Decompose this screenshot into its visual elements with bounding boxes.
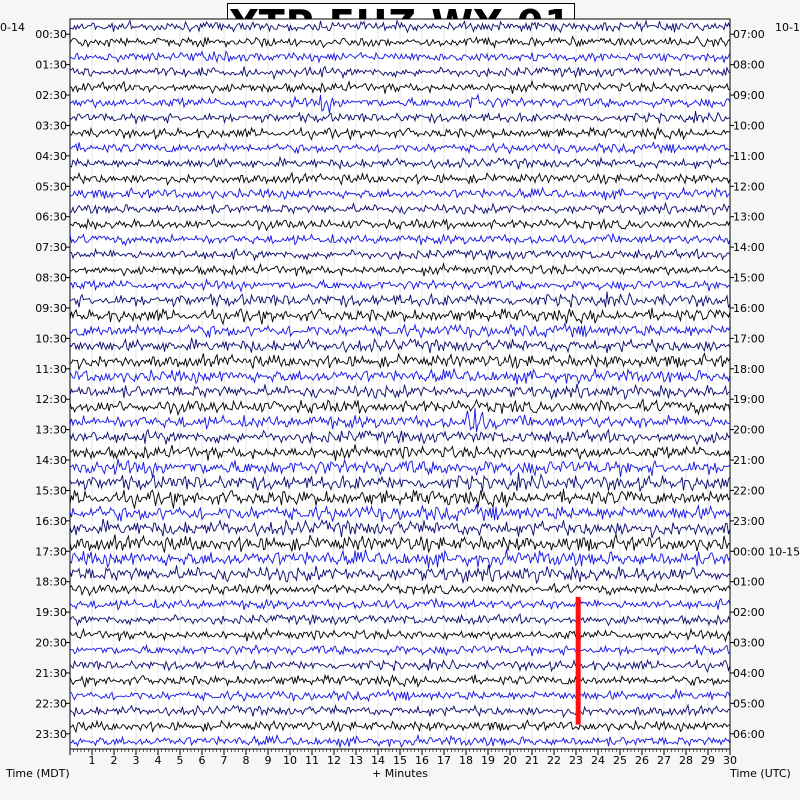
- right-time-label: 08:00: [733, 58, 765, 72]
- x-tick-label: 19: [481, 754, 495, 767]
- x-tick-label: 1: [88, 754, 96, 767]
- x-tick-label: 3: [132, 754, 140, 767]
- x-tick-label: 27: [657, 754, 671, 767]
- x-tick-label: 9: [264, 754, 272, 767]
- right-time-label: 10:00: [733, 119, 765, 133]
- left-time-label: 03:30: [35, 119, 67, 133]
- x-tick-label: 11: [305, 754, 319, 767]
- x-tick-label: 10: [283, 754, 297, 767]
- x-tick-label: 8: [242, 754, 250, 767]
- right-time-label: 19:00: [733, 393, 765, 407]
- right-time-label: 22:00: [733, 484, 765, 498]
- right-time-label: 00:00 10-15: [733, 545, 800, 559]
- left-date-label: 0-14: [0, 21, 25, 34]
- x-tick-label: 16: [415, 754, 429, 767]
- x-tick-label: 5: [176, 754, 184, 767]
- x-tick-label: 25: [613, 754, 627, 767]
- x-label-center: + Minutes: [371, 767, 429, 780]
- x-tick-label: 21: [525, 754, 539, 767]
- x-tick-label: 6: [198, 754, 206, 767]
- x-tick-label: 23: [569, 754, 583, 767]
- left-time-label: 12:30: [35, 393, 67, 407]
- left-time-label: 19:30: [35, 606, 67, 620]
- right-time-label: 03:00: [733, 636, 765, 650]
- left-time-label: 23:30: [35, 727, 67, 741]
- x-tick-label: 15: [393, 754, 407, 767]
- x-tick-label: 12: [327, 754, 341, 767]
- right-time-label: 02:00: [733, 606, 765, 620]
- left-time-label: 14:30: [35, 454, 67, 468]
- left-time-label: 10:30: [35, 332, 67, 346]
- x-tick-label: 7: [220, 754, 228, 767]
- left-time-label: 16:30: [35, 514, 67, 528]
- left-time-label: 05:30: [35, 180, 67, 194]
- right-time-label: 12:00: [733, 180, 765, 194]
- left-time-label: 06:30: [35, 210, 67, 224]
- x-label-left: Time (MDT): [6, 767, 70, 780]
- x-tick-label: 14: [371, 754, 385, 767]
- left-time-label: 09:30: [35, 301, 67, 315]
- right-time-label: 14:00: [733, 241, 765, 255]
- right-date-label: 10-1: [775, 21, 800, 34]
- right-time-label: 15:00: [733, 271, 765, 285]
- x-label-right: Time (UTC): [730, 767, 791, 780]
- right-time-label: 23:00: [733, 514, 765, 528]
- left-time-label: 22:30: [35, 697, 67, 711]
- right-time-label: 09:00: [733, 89, 765, 103]
- left-time-label: 15:30: [35, 484, 67, 498]
- left-time-label: 00:30: [35, 28, 67, 42]
- right-time-label: 04:00: [733, 666, 765, 680]
- left-time-label: 08:30: [35, 271, 67, 285]
- x-tick-label: 30: [723, 754, 737, 767]
- left-time-label: 11:30: [35, 362, 67, 376]
- left-time-label: 13:30: [35, 423, 67, 437]
- x-tick-label: 17: [437, 754, 451, 767]
- x-tick-label: 2: [110, 754, 118, 767]
- right-time-label: 21:00: [733, 454, 765, 468]
- left-time-label: 18:30: [35, 575, 67, 589]
- left-time-label: 17:30: [35, 545, 67, 559]
- x-tick-label: 28: [679, 754, 693, 767]
- x-tick-label: 29: [701, 754, 715, 767]
- left-time-label: 07:30: [35, 241, 67, 255]
- right-time-label: 17:00: [733, 332, 765, 346]
- x-tick-label: 18: [459, 754, 473, 767]
- x-tick-label: 20: [503, 754, 517, 767]
- right-time-label: 05:00: [733, 697, 765, 711]
- right-time-label: 13:00: [733, 210, 765, 224]
- left-time-label: 04:30: [35, 149, 67, 163]
- right-time-label: 20:00: [733, 423, 765, 437]
- right-time-label: 11:00: [733, 149, 765, 163]
- left-time-label: 01:30: [35, 58, 67, 72]
- x-tick-label: 24: [591, 754, 605, 767]
- right-time-label: 01:00: [733, 575, 765, 589]
- x-tick-label: 26: [635, 754, 649, 767]
- right-time-label: 16:00: [733, 301, 765, 315]
- x-tick-label: 13: [349, 754, 363, 767]
- right-time-label: 18:00: [733, 362, 765, 376]
- left-time-label: 20:30: [35, 636, 67, 650]
- x-tick-label: 22: [547, 754, 561, 767]
- right-time-label: 07:00: [733, 28, 765, 42]
- x-tick-label: 4: [154, 754, 162, 767]
- right-time-label: 06:00: [733, 727, 765, 741]
- left-time-label: 21:30: [35, 666, 67, 680]
- left-time-label: 02:30: [35, 89, 67, 103]
